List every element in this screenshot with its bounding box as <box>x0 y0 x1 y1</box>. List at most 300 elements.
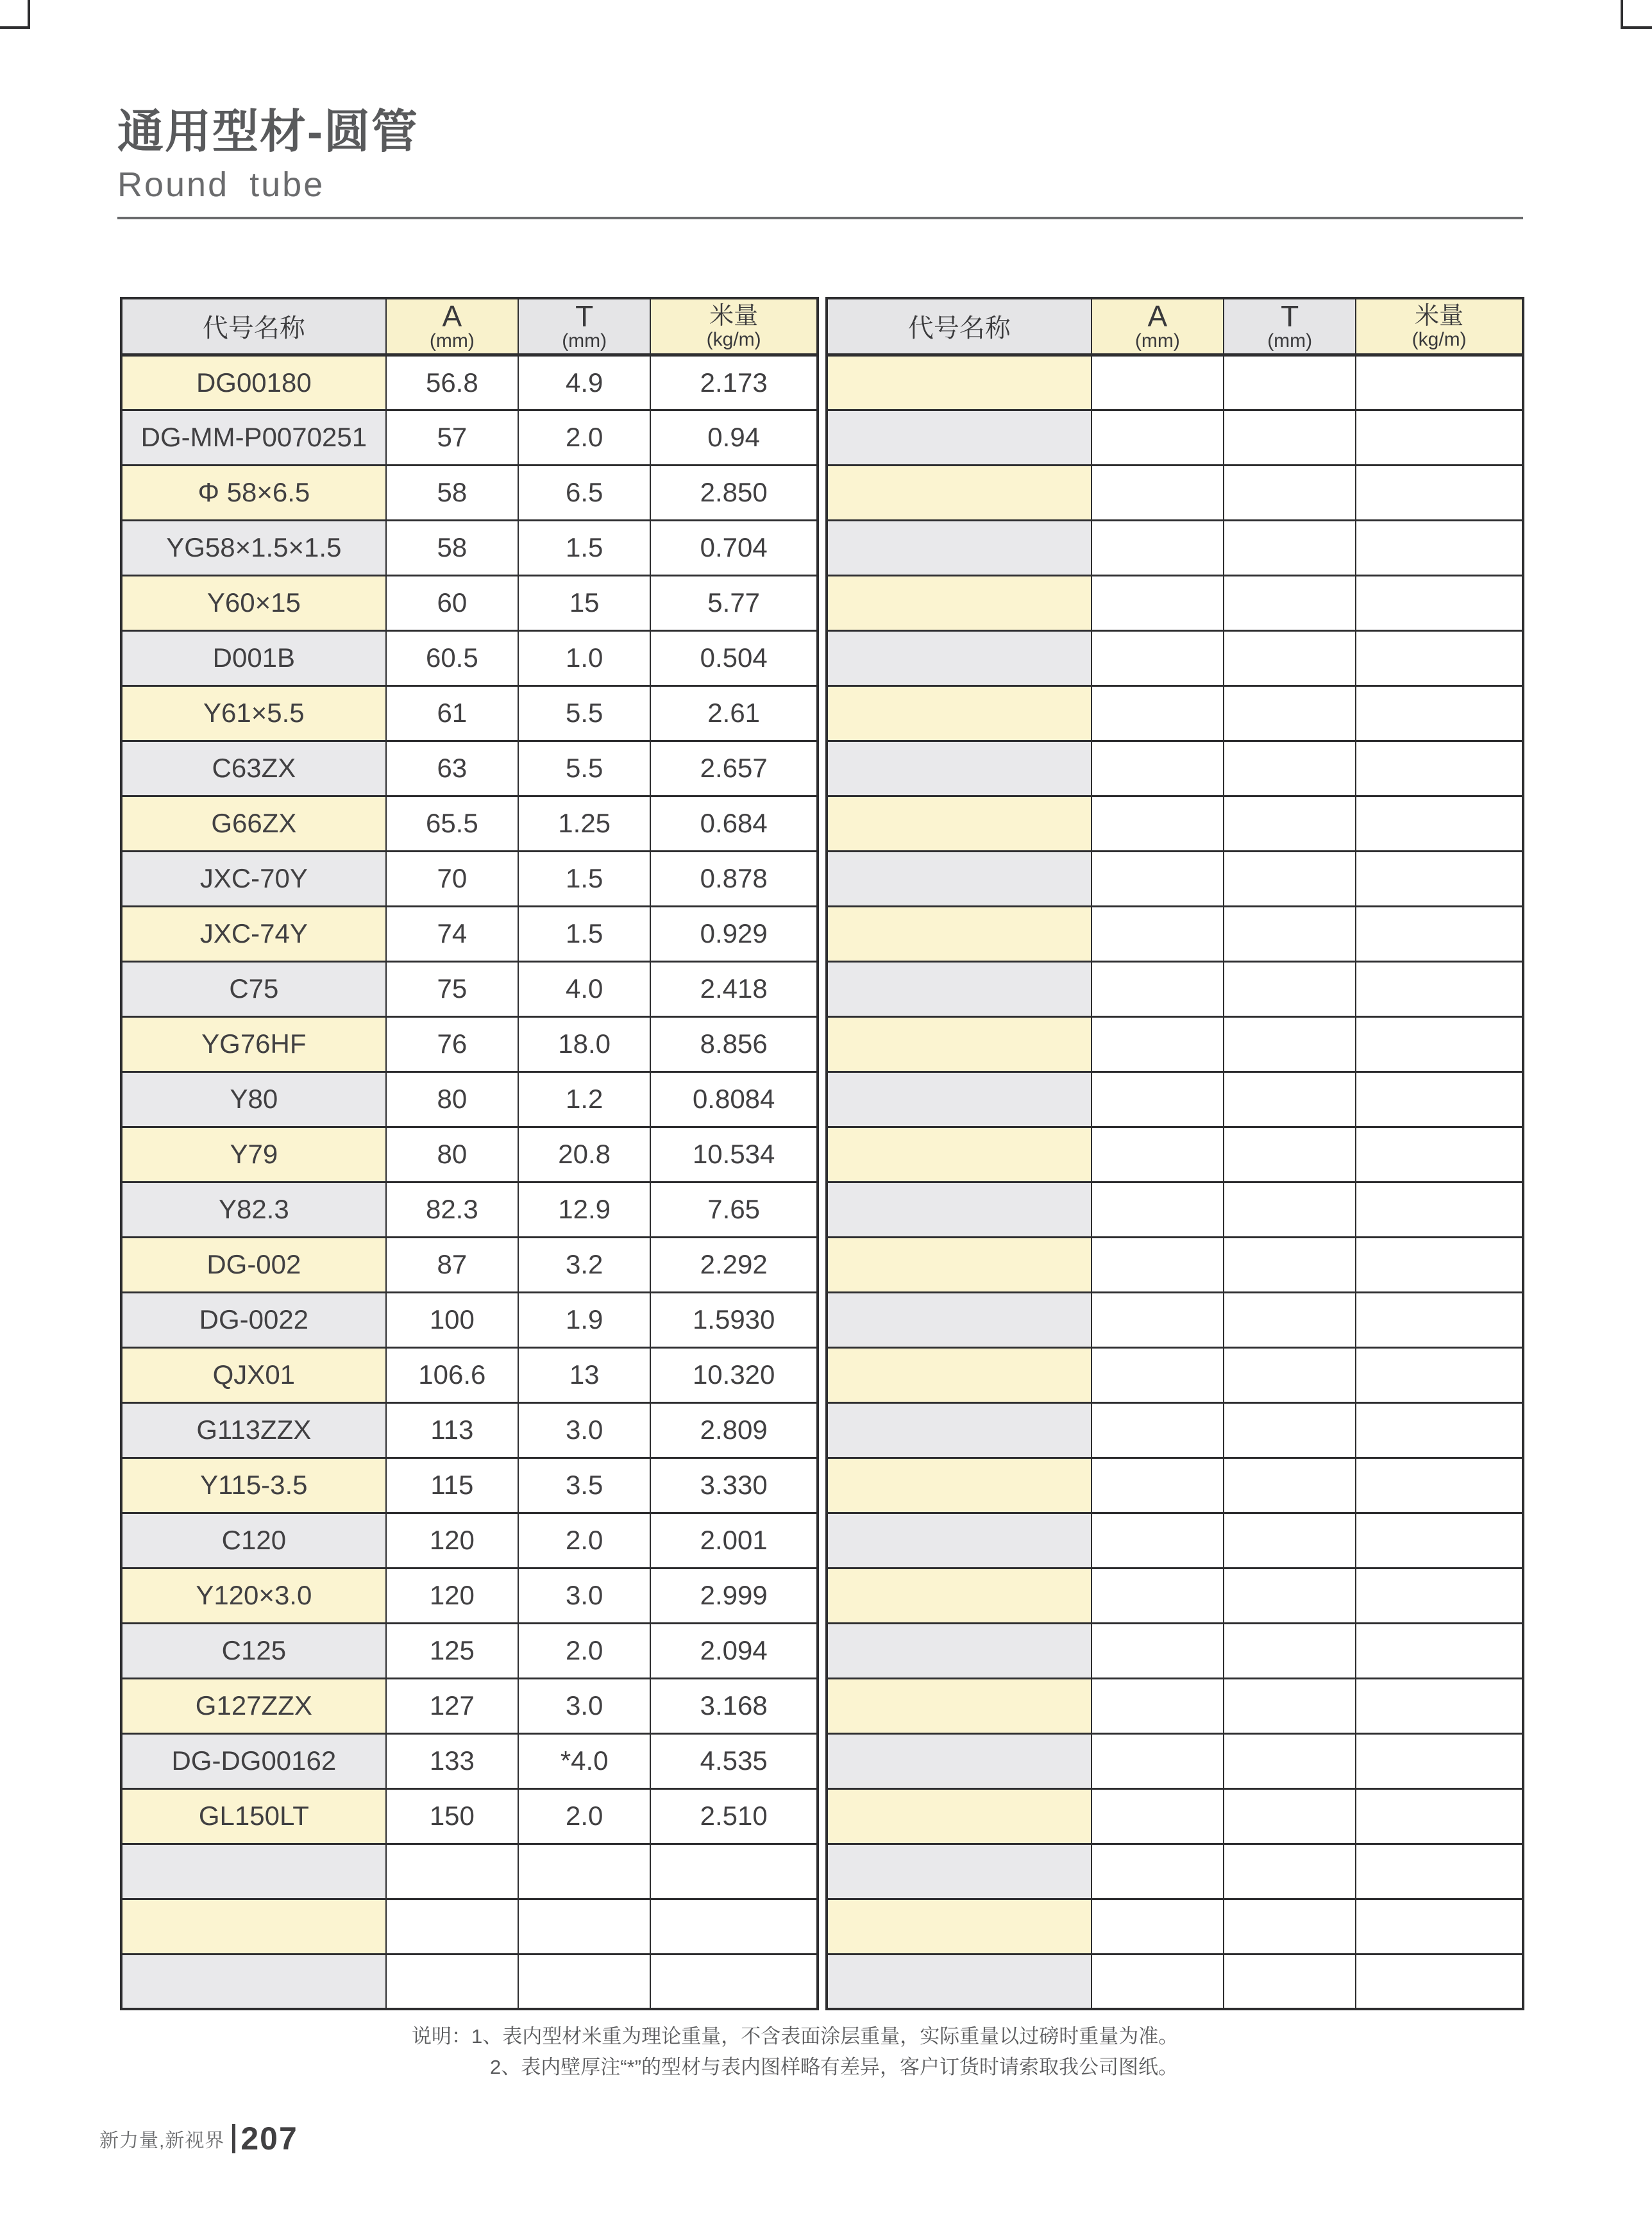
t-value-cell <box>1224 1127 1356 1182</box>
code-name-cell: Y82.3 <box>121 1182 386 1237</box>
t-value-cell: 1.5 <box>518 851 650 906</box>
a-value-cell <box>1092 1844 1224 1899</box>
t-value-cell <box>1224 1844 1356 1899</box>
code-name-cell <box>827 1788 1092 1844</box>
weight-value-cell: 0.8084 <box>650 1072 818 1127</box>
header-row <box>121 298 818 355</box>
page-footer <box>99 2120 298 2157</box>
code-name-cell <box>121 1899 386 1954</box>
a-value-cell: 70 <box>386 851 518 906</box>
t-value-cell <box>1224 1016 1356 1072</box>
table-row <box>827 1237 1523 1292</box>
header-code-name: 代号名称 <box>121 298 386 355</box>
code-name-cell: GL150LT <box>121 1788 386 1844</box>
table-row <box>121 796 818 851</box>
header-t-unit: (mm) <box>1267 330 1313 351</box>
header-t <box>1224 298 1356 355</box>
note-line-2: 2、表内壁厚注“*”的型材与表内图样略有差异，客户订货时请索取我公司图纸。 <box>490 2056 1178 2078</box>
code-name-cell: Y115-3.5 <box>121 1458 386 1513</box>
a-value-cell: 63 <box>386 741 518 796</box>
t-value-cell: 3.0 <box>518 1568 650 1623</box>
table-row <box>121 1292 818 1347</box>
table-row <box>121 1954 818 2009</box>
t-value-cell <box>1224 1513 1356 1568</box>
table-row <box>121 906 818 961</box>
header-weight <box>650 298 818 355</box>
table-row <box>121 851 818 906</box>
a-value-cell: 57 <box>386 410 518 465</box>
code-name-cell: Φ 58×6.5 <box>121 465 386 520</box>
a-value-cell <box>1092 961 1224 1016</box>
table-row <box>121 1347 818 1402</box>
a-value-cell <box>1092 1733 1224 1788</box>
weight-value-cell: 2.510 <box>650 1788 818 1844</box>
t-value-cell <box>1224 520 1356 575</box>
t-value-cell <box>1224 1954 1356 2009</box>
weight-value-cell <box>1356 961 1523 1016</box>
t-value-cell <box>1224 1072 1356 1127</box>
t-value-cell: *4.0 <box>518 1733 650 1788</box>
t-value-cell: 6.5 <box>518 465 650 520</box>
weight-value-cell <box>1356 1016 1523 1072</box>
a-value-cell <box>386 1844 518 1899</box>
table-row <box>827 1016 1523 1072</box>
weight-value-cell <box>1356 1347 1523 1402</box>
code-name-cell: JXC-70Y <box>121 851 386 906</box>
weight-value-cell <box>1356 1844 1523 1899</box>
table-row <box>121 1678 818 1733</box>
table-row <box>121 1513 818 1568</box>
a-value-cell <box>1092 1127 1224 1182</box>
header-a <box>1092 298 1224 355</box>
code-name-cell <box>827 1678 1092 1733</box>
a-value-cell <box>1092 1016 1224 1072</box>
table-row <box>827 1899 1523 1954</box>
code-name-cell <box>827 1733 1092 1788</box>
table-row <box>121 1623 818 1678</box>
t-value-cell <box>1224 961 1356 1016</box>
page-title: 通用型材-圆管 <box>117 106 419 158</box>
t-value-cell <box>1224 1788 1356 1844</box>
t-value-cell <box>1224 465 1356 520</box>
code-name-cell: G66ZX <box>121 796 386 851</box>
a-value-cell: 120 <box>386 1513 518 1568</box>
table-row <box>121 1899 818 1954</box>
table-row <box>827 355 1523 410</box>
weight-value-cell: 8.856 <box>650 1016 818 1072</box>
header-weight <box>1356 298 1523 355</box>
title-divider <box>117 217 1523 219</box>
footer-divider <box>232 2124 235 2153</box>
code-name-cell <box>827 630 1092 685</box>
weight-value-cell <box>1356 685 1523 741</box>
weight-value-cell: 0.94 <box>650 410 818 465</box>
code-name-cell: G127ZZX <box>121 1678 386 1733</box>
code-name-cell <box>827 1402 1092 1458</box>
a-value-cell: 76 <box>386 1016 518 1072</box>
notes <box>412 2021 1178 2083</box>
table-row <box>827 961 1523 1016</box>
t-value-cell: 4.9 <box>518 355 650 410</box>
table-row <box>827 575 1523 630</box>
table-row <box>121 1733 818 1788</box>
t-value-cell: 20.8 <box>518 1127 650 1182</box>
spec-tables <box>120 297 1524 2010</box>
a-value-cell <box>1092 575 1224 630</box>
code-name-cell: DG-DG00162 <box>121 1733 386 1788</box>
table-row <box>121 575 818 630</box>
table-row <box>121 1844 818 1899</box>
a-value-cell: 65.5 <box>386 796 518 851</box>
header-weight-unit: (kg/m) <box>706 328 761 350</box>
code-name-cell <box>827 1072 1092 1127</box>
table-row <box>827 1954 1523 2009</box>
table-row <box>827 741 1523 796</box>
t-value-cell: 2.0 <box>518 1788 650 1844</box>
weight-value-cell <box>1356 575 1523 630</box>
table-row <box>121 1072 818 1127</box>
weight-value-cell <box>1356 1954 1523 2009</box>
a-value-cell <box>1092 1954 1224 2009</box>
header-a-label: A <box>1147 299 1168 333</box>
right-spec-table <box>825 297 1524 2010</box>
t-value-cell <box>1224 1237 1356 1292</box>
code-name-cell: C125 <box>121 1623 386 1678</box>
code-name-cell <box>827 1016 1092 1072</box>
code-name-cell <box>827 465 1092 520</box>
table-row <box>827 1347 1523 1402</box>
weight-value-cell: 7.65 <box>650 1182 818 1237</box>
table-row <box>827 851 1523 906</box>
a-value-cell <box>1092 1568 1224 1623</box>
weight-value-cell: 2.292 <box>650 1237 818 1292</box>
weight-value-cell: 0.929 <box>650 906 818 961</box>
table-row <box>827 410 1523 465</box>
footer-brand: 新力量,新视界 <box>99 2130 225 2151</box>
header-weight-label: 米量 <box>709 302 759 330</box>
table-row <box>121 1016 818 1072</box>
a-value-cell <box>1092 1402 1224 1458</box>
weight-value-cell <box>1356 630 1523 685</box>
note-line-1: 说明：1、表内型材米重为理论重量，不含表面涂层重量，实际重量以过磅时重量为准。 <box>412 2025 1179 2048</box>
t-value-cell: 2.0 <box>518 1623 650 1678</box>
t-value-cell <box>1224 1678 1356 1733</box>
a-value-cell <box>1092 741 1224 796</box>
weight-value-cell <box>1356 1182 1523 1237</box>
t-value-cell: 1.9 <box>518 1292 650 1347</box>
t-value-cell <box>1224 575 1356 630</box>
code-name-cell <box>827 1844 1092 1899</box>
code-name-cell <box>827 1347 1092 1402</box>
code-name-cell: C63ZX <box>121 741 386 796</box>
weight-value-cell <box>1356 1899 1523 1954</box>
t-value-cell <box>1224 1292 1356 1347</box>
table-row <box>827 1678 1523 1733</box>
weight-value-cell <box>1356 1678 1523 1733</box>
a-value-cell <box>1092 1788 1224 1844</box>
weight-value-cell: 4.535 <box>650 1733 818 1788</box>
code-name-cell <box>827 1458 1092 1513</box>
a-value-cell <box>386 1954 518 2009</box>
left-spec-table <box>120 297 819 2010</box>
code-name-cell <box>827 1292 1092 1347</box>
weight-value-cell: 2.809 <box>650 1402 818 1458</box>
weight-value-cell <box>1356 851 1523 906</box>
header-row <box>827 298 1523 355</box>
t-value-cell <box>1224 1568 1356 1623</box>
code-name-cell <box>827 1182 1092 1237</box>
code-name-cell: G113ZZX <box>121 1402 386 1458</box>
a-value-cell <box>1092 1623 1224 1678</box>
a-value-cell: 58 <box>386 520 518 575</box>
t-value-cell <box>1224 741 1356 796</box>
code-name-cell <box>827 741 1092 796</box>
code-name-cell: Y80 <box>121 1072 386 1127</box>
t-value-cell <box>1224 851 1356 906</box>
weight-value-cell <box>1356 1733 1523 1788</box>
weight-value-cell: 2.61 <box>650 685 818 741</box>
t-value-cell: 1.0 <box>518 630 650 685</box>
t-value-cell <box>1224 796 1356 851</box>
header-a-label: A <box>442 299 462 333</box>
a-value-cell: 113 <box>386 1402 518 1458</box>
header-weight-label: 米量 <box>1415 302 1464 330</box>
weight-value-cell: 2.418 <box>650 961 818 1016</box>
a-value-cell: 61 <box>386 685 518 741</box>
code-name-cell <box>827 1237 1092 1292</box>
a-value-cell <box>1092 410 1224 465</box>
code-name-cell <box>827 520 1092 575</box>
table-row <box>827 1458 1523 1513</box>
code-name-cell: QJX01 <box>121 1347 386 1402</box>
a-value-cell: 133 <box>386 1733 518 1788</box>
weight-value-cell <box>1356 1072 1523 1127</box>
t-value-cell <box>1224 1733 1356 1788</box>
table-row <box>121 961 818 1016</box>
header-t-label: T <box>575 299 594 333</box>
a-value-cell <box>1092 1072 1224 1127</box>
code-name-cell: DG-MM-P0070251 <box>121 410 386 465</box>
code-name-cell <box>827 906 1092 961</box>
right-table-body <box>827 355 1523 2009</box>
weight-value-cell: 0.684 <box>650 796 818 851</box>
table-row <box>121 741 818 796</box>
table-row <box>827 1292 1523 1347</box>
t-value-cell <box>1224 1347 1356 1402</box>
weight-value-cell: 0.704 <box>650 520 818 575</box>
table-row <box>827 520 1523 575</box>
code-name-cell <box>121 1954 386 2009</box>
code-name-cell <box>827 1623 1092 1678</box>
a-value-cell <box>1092 1458 1224 1513</box>
a-value-cell <box>1092 465 1224 520</box>
code-name-cell <box>827 851 1092 906</box>
weight-value-cell: 2.850 <box>650 465 818 520</box>
t-value-cell <box>1224 355 1356 410</box>
t-value-cell: 18.0 <box>518 1016 650 1072</box>
weight-value-cell: 0.504 <box>650 630 818 685</box>
weight-value-cell: 2.001 <box>650 1513 818 1568</box>
a-value-cell <box>1092 1182 1224 1237</box>
weight-value-cell: 10.534 <box>650 1127 818 1182</box>
code-name-cell: DG-0022 <box>121 1292 386 1347</box>
a-value-cell: 150 <box>386 1788 518 1844</box>
weight-value-cell <box>1356 1237 1523 1292</box>
weight-value-cell <box>650 1899 818 1954</box>
weight-value-cell <box>1356 906 1523 961</box>
table-row <box>827 906 1523 961</box>
t-value-cell: 13 <box>518 1347 650 1402</box>
a-value-cell: 120 <box>386 1568 518 1623</box>
page-subtitle: Round tube <box>117 165 325 204</box>
code-name-cell <box>827 1568 1092 1623</box>
weight-value-cell: 2.173 <box>650 355 818 410</box>
a-value-cell: 60 <box>386 575 518 630</box>
code-name-cell: Y60×15 <box>121 575 386 630</box>
a-value-cell: 80 <box>386 1127 518 1182</box>
a-value-cell <box>1092 520 1224 575</box>
code-name-cell <box>121 1844 386 1899</box>
weight-value-cell <box>1356 1788 1523 1844</box>
weight-value-cell <box>1356 355 1523 410</box>
a-value-cell <box>1092 796 1224 851</box>
t-value-cell: 3.0 <box>518 1678 650 1733</box>
header-t-unit: (mm) <box>562 330 607 351</box>
code-name-cell <box>827 355 1092 410</box>
table-row <box>121 355 818 410</box>
t-value-cell <box>1224 1458 1356 1513</box>
weight-value-cell <box>1356 410 1523 465</box>
code-name-cell: Y61×5.5 <box>121 685 386 741</box>
t-value-cell <box>518 1954 650 2009</box>
code-name-cell <box>827 575 1092 630</box>
code-name-cell <box>827 1127 1092 1182</box>
table-row <box>827 1402 1523 1458</box>
weight-value-cell <box>1356 1623 1523 1678</box>
a-value-cell: 80 <box>386 1072 518 1127</box>
a-value-cell: 87 <box>386 1237 518 1292</box>
t-value-cell: 5.5 <box>518 741 650 796</box>
a-value-cell: 58 <box>386 465 518 520</box>
table-row <box>827 1733 1523 1788</box>
a-value-cell: 125 <box>386 1623 518 1678</box>
a-value-cell <box>1092 851 1224 906</box>
code-name-cell <box>827 1513 1092 1568</box>
header-weight-unit: (kg/m) <box>1412 328 1467 350</box>
table-row <box>121 1237 818 1292</box>
weight-value-cell <box>1356 1402 1523 1458</box>
weight-value-cell: 1.5930 <box>650 1292 818 1347</box>
code-name-cell: YG76HF <box>121 1016 386 1072</box>
table-row <box>121 1127 818 1182</box>
a-value-cell <box>1092 1292 1224 1347</box>
table-row <box>121 1568 818 1623</box>
t-value-cell: 1.5 <box>518 906 650 961</box>
a-value-cell: 100 <box>386 1292 518 1347</box>
code-name-cell <box>827 796 1092 851</box>
a-value-cell: 127 <box>386 1678 518 1733</box>
a-value-cell: 115 <box>386 1458 518 1513</box>
t-value-cell <box>518 1899 650 1954</box>
t-value-cell <box>1224 630 1356 685</box>
t-value-cell <box>1224 1899 1356 1954</box>
a-value-cell: 75 <box>386 961 518 1016</box>
t-value-cell: 3.0 <box>518 1402 650 1458</box>
weight-value-cell <box>650 1954 818 2009</box>
t-value-cell: 12.9 <box>518 1182 650 1237</box>
weight-value-cell <box>1356 1127 1523 1182</box>
a-value-cell <box>1092 906 1224 961</box>
code-name-cell: YG58×1.5×1.5 <box>121 520 386 575</box>
weight-value-cell <box>1356 1292 1523 1347</box>
t-value-cell: 1.25 <box>518 796 650 851</box>
table-row <box>121 1182 818 1237</box>
code-name-cell: DG-002 <box>121 1237 386 1292</box>
table-row <box>827 1788 1523 1844</box>
table-row <box>827 685 1523 741</box>
table-row <box>827 630 1523 685</box>
t-value-cell <box>1224 1623 1356 1678</box>
weight-value-cell: 2.657 <box>650 741 818 796</box>
t-value-cell <box>1224 906 1356 961</box>
a-value-cell <box>1092 1513 1224 1568</box>
weight-value-cell <box>1356 520 1523 575</box>
a-value-cell: 56.8 <box>386 355 518 410</box>
crop-mark-top-right <box>1621 0 1652 29</box>
code-name-cell <box>827 410 1092 465</box>
a-value-cell <box>1092 1678 1224 1733</box>
t-value-cell: 1.2 <box>518 1072 650 1127</box>
weight-value-cell: 5.77 <box>650 575 818 630</box>
table-row <box>827 1844 1523 1899</box>
t-value-cell <box>1224 1402 1356 1458</box>
table-row <box>121 1402 818 1458</box>
t-value-cell: 3.2 <box>518 1237 650 1292</box>
weight-value-cell: 3.330 <box>650 1458 818 1513</box>
a-value-cell: 82.3 <box>386 1182 518 1237</box>
weight-value-cell <box>650 1844 818 1899</box>
weight-value-cell: 10.320 <box>650 1347 818 1402</box>
table-row <box>827 1182 1523 1237</box>
t-value-cell <box>1224 1182 1356 1237</box>
a-value-cell: 74 <box>386 906 518 961</box>
code-name-cell: DG00180 <box>121 355 386 410</box>
code-name-cell <box>827 685 1092 741</box>
t-value-cell: 3.5 <box>518 1458 650 1513</box>
code-name-cell: C120 <box>121 1513 386 1568</box>
header-a <box>386 298 518 355</box>
code-name-cell: Y120×3.0 <box>121 1568 386 1623</box>
weight-value-cell <box>1356 1458 1523 1513</box>
t-value-cell <box>1224 685 1356 741</box>
table-row <box>121 685 818 741</box>
table-row <box>121 1788 818 1844</box>
code-name-cell <box>827 1954 1092 2009</box>
left-table-body <box>121 355 818 2009</box>
code-name-cell: JXC-74Y <box>121 906 386 961</box>
table-row <box>121 465 818 520</box>
a-value-cell <box>1092 1237 1224 1292</box>
table-row <box>827 796 1523 851</box>
table-row <box>827 1568 1523 1623</box>
code-name-cell: C75 <box>121 961 386 1016</box>
table-row <box>121 520 818 575</box>
a-value-cell: 106.6 <box>386 1347 518 1402</box>
t-value-cell: 1.5 <box>518 520 650 575</box>
a-value-cell <box>1092 1899 1224 1954</box>
table-row <box>121 410 818 465</box>
table-row <box>827 1623 1523 1678</box>
